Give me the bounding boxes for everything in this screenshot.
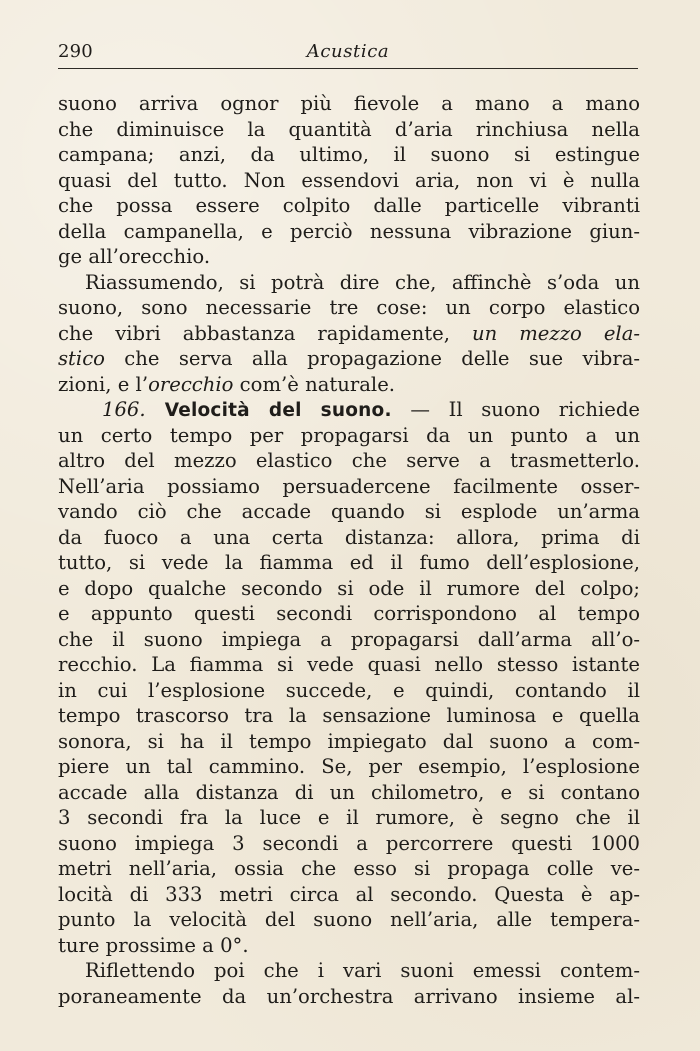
text-line: suono impiega 3 secondi a percorrere questi 1000 bbox=[58, 831, 640, 855]
page-number: 290 bbox=[58, 41, 93, 62]
text-line: recchio. La fiamma si vede quasi nello stesso istante bbox=[58, 653, 640, 676]
text-line: poraneamente da un’orchestra arrivano insieme al- bbox=[58, 984, 640, 1008]
section-heading-line bbox=[58, 397, 640, 423]
text-line: e dopo qualche secondo si ode il rumore del colpo; bbox=[58, 576, 640, 600]
text-line: suono arriva ognor più fievole a mano a mano bbox=[58, 92, 640, 115]
text-fragment: com’è naturale. bbox=[233, 372, 396, 396]
text-line: sonora, si ha il tempo impiegato dal suono a com- bbox=[58, 729, 640, 753]
text-line: suono, sono necessarie tre cose: un corpo elastico bbox=[58, 296, 640, 319]
text-line: locità di 333 metri circa al secondo. Questa è ap- bbox=[58, 882, 640, 906]
running-head: Acustica bbox=[306, 41, 390, 62]
text-line: della campanella, e perciò nessuna vibrazione giun- bbox=[58, 219, 640, 243]
text-line: Riassumendo, si potrà dire che, affinchè s’oda un bbox=[85, 270, 640, 294]
text-line: 3 secondi fra la luce e il rumore, è segno che il bbox=[58, 806, 640, 829]
text-line: punto la velocità del suono nell’aria, alle tempera- bbox=[58, 908, 640, 931]
page-header bbox=[58, 40, 638, 69]
text-line: Nell’aria possiamo persuadercene facilmente osser- bbox=[58, 474, 640, 498]
text-fragment: zioni, e l’ bbox=[58, 372, 149, 396]
text-line: Riflettendo poi che i vari suoni emessi contem- bbox=[85, 959, 640, 982]
section-title: Velocità del suono. bbox=[145, 400, 392, 421]
text-line bbox=[58, 372, 640, 398]
text-line: e appunto questi secondi corrispondono al tempo bbox=[58, 602, 640, 625]
text-line: quasi del tutto. Non essendovi aria, non vi è nulla bbox=[58, 168, 640, 192]
text-line: vando ciò che accade quando si esplode un’arma bbox=[58, 500, 640, 523]
text-line: accade alla distanza di un chilometro, e si contano bbox=[58, 780, 640, 804]
text-line: che diminuisce la quantità d’aria rinchiusa nella bbox=[58, 117, 640, 141]
text-line: ture prossime a 0°. bbox=[58, 933, 249, 957]
text-line: da fuoco a una certa distanza: allora, prima di bbox=[58, 525, 640, 549]
text-line: che possa essere colpito dalle particelle vibranti bbox=[58, 194, 640, 217]
text-line bbox=[58, 346, 640, 372]
text-line: ge all’orecchio. bbox=[58, 245, 211, 268]
italic-fragment: orecchio bbox=[148, 372, 234, 396]
body-text bbox=[58, 91, 640, 1009]
text-line: campana; anzi, da ultimo, il suono si estingue bbox=[58, 143, 640, 166]
text-line: in cui l’esplosione succede, e quindi, contando il bbox=[58, 678, 640, 702]
italic-fragment: stico bbox=[58, 347, 105, 370]
section-number: 166. bbox=[102, 398, 146, 421]
italic-fragment: un mezzo ela- bbox=[471, 321, 640, 345]
text-line: tempo trascorso tra la sensazione luminosa e quella bbox=[58, 704, 640, 727]
text-line: un certo tempo per propagarsi da un punto a un bbox=[58, 423, 640, 447]
text-line: altro del mezzo elastico che serve a trasmetterlo. bbox=[58, 449, 640, 472]
text-line bbox=[58, 321, 640, 347]
text-line: che il suono impiega a propagarsi dall’arma all’o- bbox=[58, 627, 640, 651]
text-line: tutto, si vede la fiamma ed il fumo dell’esplosione, bbox=[58, 551, 640, 574]
text-fragment: che vibri abbastanza rapidamente, bbox=[58, 321, 472, 345]
text-line: metri nell’aria, ossia che esso si propaga colle ve- bbox=[58, 857, 640, 880]
text-fragment: — Il suono richiede bbox=[391, 398, 640, 421]
text-fragment: che serva alla propagazione delle sue vibra- bbox=[104, 347, 640, 370]
text-line: piere un tal cammino. Se, per esempio, l’esplosione bbox=[58, 755, 640, 778]
